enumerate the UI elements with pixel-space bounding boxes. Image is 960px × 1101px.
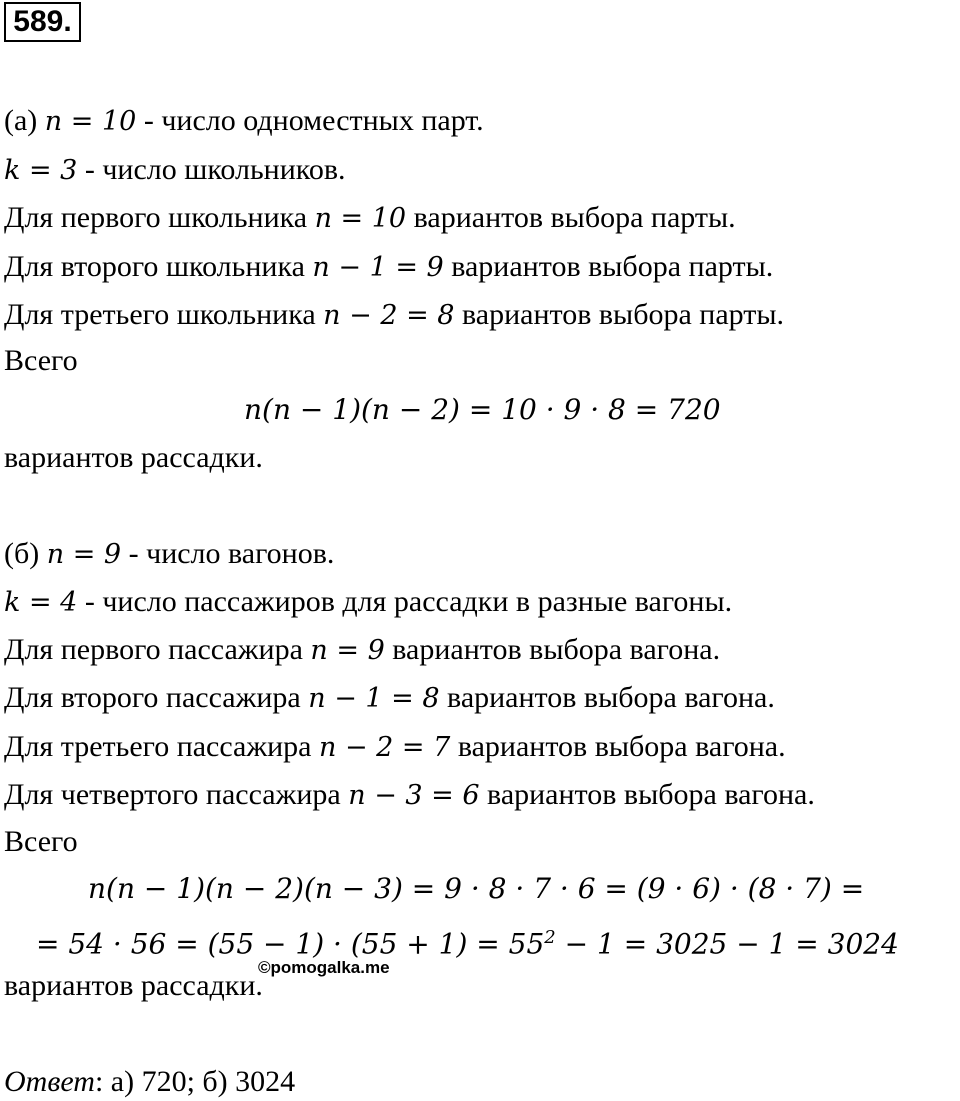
part-b-line-3: [4, 632, 720, 669]
part-b-line-4-suffix: вариантов выбора вагона.: [439, 681, 775, 714]
part-b-line-3-suffix: вариантов выбора вагона.: [384, 633, 721, 666]
part-a-label: (а): [4, 104, 38, 137]
part-b-formula-exponent: 2: [544, 927, 556, 948]
part-a-line-4: [4, 249, 773, 286]
part-b-formula-line-1: n(n − 1)(n − 2)(n − 3) = 9 · 8 · 7 · 6 = (9 · 6) · (8 · 7) =: [88, 872, 865, 905]
part-b-formula-line-2-end: − 1 = 3025 − 1 = 3024: [555, 927, 899, 961]
part-b-line-5-text: Для третьего пассажира: [4, 730, 319, 763]
part-b-line-3-text: Для первого пассажира: [4, 633, 311, 666]
part-b-formula-line-2: [36, 920, 899, 962]
part-a-line-2: [4, 152, 345, 189]
part-b-line-6: [4, 777, 815, 814]
part-a-line-5-text: Для третьего школьника: [4, 298, 324, 331]
part-b-line-4-equation: n − 1 = 8: [308, 683, 440, 714]
part-a-line-5-suffix: вариантов выбора парты.: [454, 298, 785, 331]
part-b-tail: вариантов рассадки.: [4, 969, 263, 1002]
part-b-line-4-text: Для второго пассажира: [4, 681, 309, 714]
part-b-line-6-text: Для четвертого пассажира: [4, 778, 349, 811]
part-a-n-equation: n = 10: [44, 106, 137, 137]
part-a-line-1: [4, 103, 484, 140]
part-a-line-4-equation: n − 1 = 9: [312, 252, 444, 283]
part-b-line-5-suffix: вариантов выбора вагона.: [450, 730, 786, 763]
part-a-line-3-text: Для первого школьника: [4, 201, 315, 234]
watermark: ©pomogalka.me: [258, 958, 390, 977]
task-number: 589.: [4, 2, 81, 42]
part-b-line-4: [4, 680, 775, 717]
part-b-k-description: - число пассажиров для рассадки в разные вагоны.: [77, 585, 733, 618]
part-a-line-5: [4, 297, 784, 334]
answer-line: [4, 1064, 295, 1100]
part-a-tail: вариантов рассадки.: [4, 441, 263, 474]
answer-label: Ответ: [4, 1065, 95, 1098]
part-b-line-3-equation: n = 9: [310, 635, 385, 666]
part-a-k-description: - число школьников.: [77, 153, 346, 186]
part-a-n-description: - число одноместных парт.: [136, 104, 484, 137]
part-b-line-6-equation: n − 3 = 6: [348, 780, 480, 811]
part-b-line-5: [4, 729, 786, 766]
part-b-formula-line-2-start: = 54 · 56 = (55 − 1) · (55 + 1) = 55: [36, 927, 545, 961]
part-a-line-3-suffix: вариантов выбора парты.: [406, 201, 736, 234]
part-a-line-5-equation: n − 2 = 8: [323, 300, 455, 331]
part-a-k-equation: k = 3: [4, 155, 78, 186]
part-b-line-6-suffix: вариантов выбора вагона.: [479, 778, 815, 811]
part-a-line-4-text: Для второго школьника: [4, 250, 313, 283]
part-b-line-5-equation: n − 2 = 7: [318, 732, 451, 763]
part-b-label: (б): [4, 537, 40, 570]
part-a-line-4-suffix: вариантов выбора парты.: [443, 250, 774, 283]
part-b-total-word: Всего: [4, 825, 78, 858]
part-a-line-3: [4, 200, 736, 237]
part-a-formula: n(n − 1)(n − 2) = 10 · 9 · 8 = 720: [244, 393, 721, 426]
part-b-line-2: [4, 584, 732, 621]
part-b-k-equation: k = 4: [4, 587, 78, 618]
part-a-total-word: Всего: [4, 344, 78, 377]
part-a-line-3-equation: n = 10: [314, 203, 407, 234]
part-b-n-equation: n = 9: [46, 539, 122, 570]
answer-text: : а) 720; б) 3024: [94, 1065, 296, 1098]
part-b-n-description: - число вагонов.: [121, 537, 335, 570]
part-b-line-1: [4, 536, 334, 573]
